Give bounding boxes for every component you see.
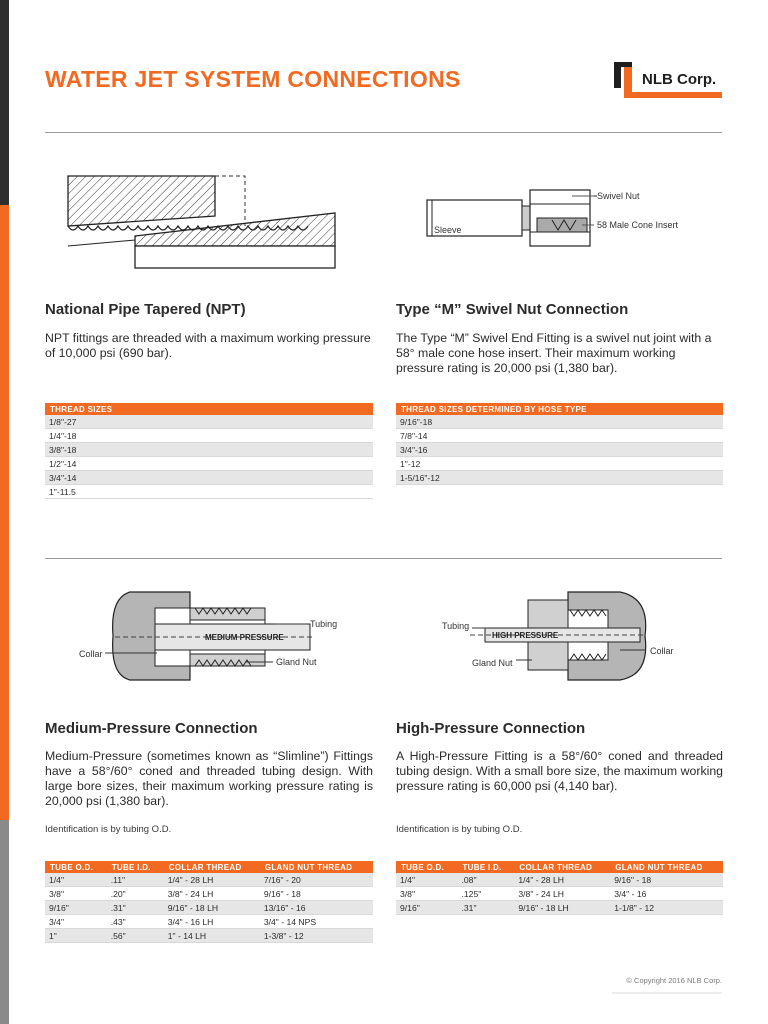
male-cone-insert-label: 58 Male Cone Insert bbox=[597, 220, 679, 230]
column-header: TUBE I.D. bbox=[107, 861, 164, 873]
table-row: 3/8" .125" 3/8" - 24 LH 3/4" - 16 bbox=[396, 887, 723, 901]
high-title: High-Pressure Connection bbox=[396, 720, 586, 737]
column-header: TUBE O.D. bbox=[396, 861, 458, 873]
medium-pressure-table bbox=[45, 861, 373, 943]
table-row: 9/16" .31" 9/16" - 18 LH 1-1/8" - 12 bbox=[396, 901, 723, 915]
table-row: 1/4" .11" 1/4" - 28 LH 7/16" - 20 bbox=[45, 873, 373, 887]
table-row: 1/2"-14 bbox=[45, 457, 373, 471]
column-header: GLAND NUT THREAD bbox=[260, 861, 373, 873]
table-row: 1"-11.5 bbox=[45, 485, 373, 499]
table-row: 1"-12 bbox=[396, 457, 723, 471]
table-row: 3/4" .43" 3/4" - 16 LH 3/4" - 14 NPS bbox=[45, 915, 373, 929]
table-row: 3/8"-18 bbox=[45, 443, 373, 457]
medium-gland-nut-label: Gland Nut bbox=[276, 657, 317, 667]
table-row: 3/8" .20" 3/8" - 24 LH 9/16" - 18 bbox=[45, 887, 373, 901]
high-collar-label: Collar bbox=[650, 646, 674, 656]
medium-pressure-diagram bbox=[75, 580, 375, 695]
high-gland-nut-label: Gland Nut bbox=[472, 658, 513, 668]
column-header: GLAND NUT THREAD bbox=[610, 861, 723, 873]
swivel-nut-label: Swivel Nut bbox=[597, 191, 640, 201]
npt-diagram bbox=[60, 168, 345, 273]
sidebar-dark-strip bbox=[0, 0, 9, 205]
table-row: 1" .56" 1" - 14 LH 1-3/8" - 12 bbox=[45, 929, 373, 943]
npt-title: National Pipe Tapered (NPT) bbox=[45, 301, 246, 318]
sidebar-orange-strip bbox=[0, 205, 9, 820]
swivel-description: The Type “M” Swivel End Fitting is a swivel nut joint with a 58° male cone hose insert. Their maximum working pressure rating is 20,000 psi (1,380 bar). bbox=[396, 331, 712, 375]
nlb-logo bbox=[612, 60, 724, 104]
column-header: TUBE O.D. bbox=[45, 861, 107, 873]
table-row: 7/8"-14 bbox=[396, 429, 723, 443]
medium-title: Medium-Pressure Connection bbox=[45, 720, 258, 737]
sidebar-gray-strip bbox=[0, 820, 9, 1024]
high-ident-note: Identification is by tubing O.D. bbox=[396, 824, 523, 835]
column-header: TUBE I.D. bbox=[458, 861, 515, 873]
logo-text: NLB Corp. bbox=[642, 71, 717, 88]
swivel-thread-table bbox=[396, 403, 723, 485]
sleeve-label: Sleeve bbox=[434, 225, 462, 235]
medium-collar-label: Collar bbox=[79, 649, 103, 659]
table-row: 3/4"-14 bbox=[45, 471, 373, 485]
high-center-label: HIGH PRESSURE bbox=[492, 631, 559, 640]
swivel-title: Type “M” Swivel Nut Connection bbox=[396, 301, 629, 318]
swivel-nut-diagram bbox=[422, 180, 722, 260]
table-row: 1/8"-27 bbox=[45, 415, 373, 429]
table-row: 1-5/16"-12 bbox=[396, 471, 723, 485]
page-title: WATER JET SYSTEM CONNECTIONS bbox=[45, 66, 461, 92]
high-pressure-table bbox=[396, 861, 723, 915]
table-row: 9/16" .31" 9/16" - 18 LH 13/16" - 16 bbox=[45, 901, 373, 915]
medium-center-label: MEDIUM PRESSURE bbox=[205, 633, 284, 642]
swivel-table-header: THREAD SIZES DETERMINED BY HOSE TYPE bbox=[396, 403, 723, 415]
column-header: COLLAR THREAD bbox=[514, 861, 610, 873]
high-pressure-diagram bbox=[440, 580, 730, 695]
copyright-notice: © Copyright 2016 NLB Corp. bbox=[626, 976, 722, 985]
table-row: 3/4"-16 bbox=[396, 443, 723, 457]
footer-faint-line bbox=[612, 992, 722, 994]
divider-top bbox=[45, 132, 722, 133]
npt-table-header: THREAD SIZES bbox=[45, 403, 373, 415]
table-row: 1/4"-18 bbox=[45, 429, 373, 443]
column-header: COLLAR THREAD bbox=[164, 861, 260, 873]
npt-description: NPT fittings are threaded with a maximum working pressure of 10,000 psi (690 bar). bbox=[45, 331, 371, 360]
high-description: A High-Pressure Fitting is a 58°/60° coned and threaded tubing design. With a small bore size, the maximum working pressure rating is 60,000 psi (4,140 bar). bbox=[396, 749, 723, 793]
table-row: 1/4" .08" 1/4" - 28 LH 9/16" - 18 bbox=[396, 873, 723, 887]
high-tubing-label: Tubing bbox=[442, 621, 470, 631]
table-row: 9/16"-18 bbox=[396, 415, 723, 429]
medium-tubing-label: Tubing bbox=[310, 619, 338, 629]
divider-middle bbox=[45, 558, 722, 559]
medium-description: Medium-Pressure (sometimes known as “Slimline”) Fittings have a 58°/60° coned and threaded tubing design. With large bore sizes, their maximum working pressure rating is 20,000 psi (1,380 bar). bbox=[45, 749, 373, 808]
npt-thread-table bbox=[45, 403, 373, 499]
medium-ident-note: Identification is by tubing O.D. bbox=[45, 824, 172, 835]
